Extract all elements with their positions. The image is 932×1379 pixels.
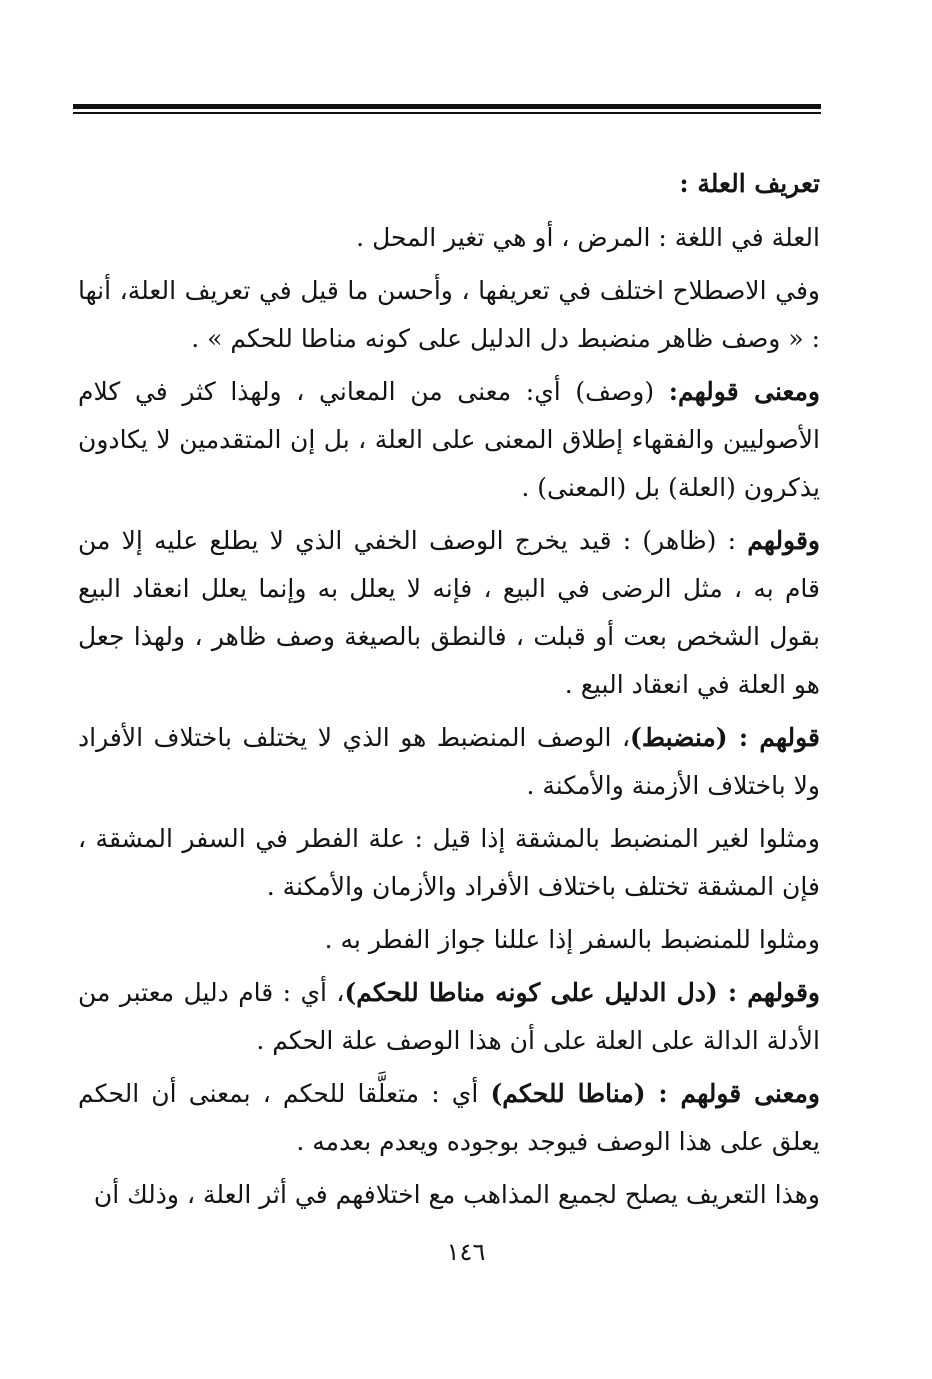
paragraph-text: أي : متعلَّقا للحكم ، بمعنى أن الحكم يعلق على هذا الوصف فيوجد بوجوده ويعدم بعدمه . <box>78 1079 820 1156</box>
paragraph-lead: وقولهم : (دل الدليل على كونه مناطا للحكم) <box>344 978 820 1007</box>
paragraph-4 <box>78 517 820 709</box>
paragraph-2 <box>78 267 820 363</box>
paragraph-lead: وقولهم <box>747 526 820 555</box>
paragraph-lead: ومعنى قولهم: <box>668 377 821 406</box>
paragraph-lead: قولهم : (منضبط) <box>630 723 820 752</box>
paragraph-5 <box>78 714 820 810</box>
paragraph-text: وفي الاصطلاح اختلف في تعريفها ، وأحسن ما قيل في تعريف العلة، أنها : « وصف ظاهر منضبط دل الدليل على كونه مناطا للحكم » . <box>78 276 820 353</box>
paragraph-text: وهذا التعريف يصلح لجميع المذاهب مع اختلافهم في أثر العلة ، وذلك أن <box>93 1180 820 1209</box>
paragraph-text: ، أي : قام دليل معتبر من الأدلة الدالة على العلة على أن هذا الوصف علة الحكم . <box>78 978 820 1055</box>
paragraph-9 <box>78 1070 820 1166</box>
paragraph-3 <box>78 368 820 512</box>
page-number: ١٤٦ <box>446 1238 486 1266</box>
paragraph-lead: ومعنى قولهم : (مناطا للحكم) <box>490 1079 820 1108</box>
paragraph-8 <box>78 969 820 1065</box>
paragraph-10 <box>78 1171 820 1219</box>
paragraph-text: ، الوصف المنضبط هو الذي لا يختلف باختلاف الأفراد ولا باختلاف الأزمنة والأمكنة . <box>78 723 820 800</box>
paragraph-text: العلة في اللغة : المرض ، أو هي تغير المحل . <box>356 223 820 252</box>
header-rule-thin <box>73 112 821 114</box>
paragraph-text: (وصف) أي: معنى من المعاني ، ولهذا كثر في كلام الأصوليين والفقهاء إطلاق المعنى على العلة ، بل إن المتقدمين لا يكادون يذكرون (العلة) بل (المعنى) . <box>78 377 820 502</box>
page-body <box>78 160 820 1224</box>
paragraph-7 <box>78 916 820 964</box>
paragraph-text: : (ظاهر) : قيد يخرج الوصف الخفي الذي لا يطلع عليه إلا من قام به ، مثل الرضى في البيع ، فإنه لا يعلل به وإنما يعلل انعقاد البيع بقول الشخص بعت أو قبلت ، فالنطق بالصيغة وصف ظاهر ، ولهذا جعل هو العلة في انعقاد البيع . <box>78 526 820 699</box>
header-rule-thick <box>73 104 821 109</box>
paragraph-1 <box>78 214 820 262</box>
paragraph-text: ومثلوا للمنضبط بالسفر إذا عللنا جواز الفطر به . <box>324 925 820 954</box>
paragraph-text: ومثلوا لغير المنضبط بالمشقة إذا قيل : علة الفطر في السفر المشقة ، فإن المشقة تختلف باختلاف الأفراد والأزمان والأمكنة . <box>78 824 820 901</box>
section-heading: تعريف العلة : <box>679 169 820 198</box>
paragraph-6 <box>78 815 820 911</box>
